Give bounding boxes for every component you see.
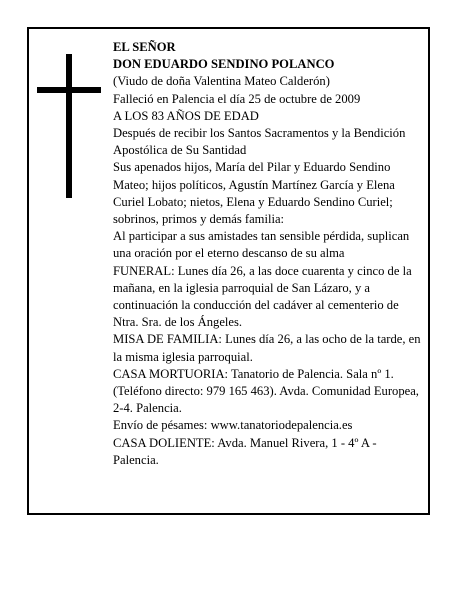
funeral-paragraph: FUNERAL: Lunes día 26, a las doce cuarenta y cinco de la mañana, en la iglesia parroquial de San Lázaro, y a continuación la conducción del cadáver al cementerio de Ntra. Sra. de los Ángeles. <box>113 263 412 330</box>
cross-horizontal-bar <box>37 87 101 93</box>
notice-title: EL SEÑOR <box>113 40 176 54</box>
widower-line: (Viudo de doña Valentina Mateo Calderón) <box>113 74 330 89</box>
deceased-name: DON EDUARDO SENDINO POLANCO <box>113 57 335 72</box>
request-paragraph: Al participar a sus amistades tan sensible pérdida, suplican una oración por el eterno descanso de su alma <box>113 229 410 261</box>
sacraments-paragraph: Después de recibir los Santos Sacramentos y la Bendición Apostólica de Su Santidad <box>113 126 406 158</box>
funeral-home-paragraph: CASA MORTUORIA: Tanatorio de Palencia. Sala nº 1. (Teléfono directo: 979 165 463). Avda. Comunidad Europea, 2-4. Palencia. <box>113 366 419 416</box>
obituary-text <box>113 39 425 469</box>
family-paragraph: Sus apenados hijos, María del Pilar y Eduardo Sendino Mateo; hijos políticos, Agustín Martínez García y Elena Curiel Lobato; nietos, Elena y Eduardo Sendino Curiel; sobrinos, primos y demás familia: <box>113 160 395 227</box>
family-mass-paragraph: MISA DE FAMILIA: Lunes día 26, a las ocho de la tarde, en la misma iglesia parroquial. <box>113 332 421 364</box>
condolences-line: Envío de pésames: www.tanatoriodepalencia.es <box>113 418 353 433</box>
family-home-paragraph: CASA DOLIENTE: Avda. Manuel Rivera, 1 - 4º A - Palencia. <box>113 435 377 467</box>
death-line: Falleció en Palencia el día 25 de octubre de 2009 <box>113 91 361 106</box>
age-line: A LOS 83 AÑOS DE EDAD <box>113 108 259 123</box>
cross-vertical-bar <box>66 54 72 198</box>
